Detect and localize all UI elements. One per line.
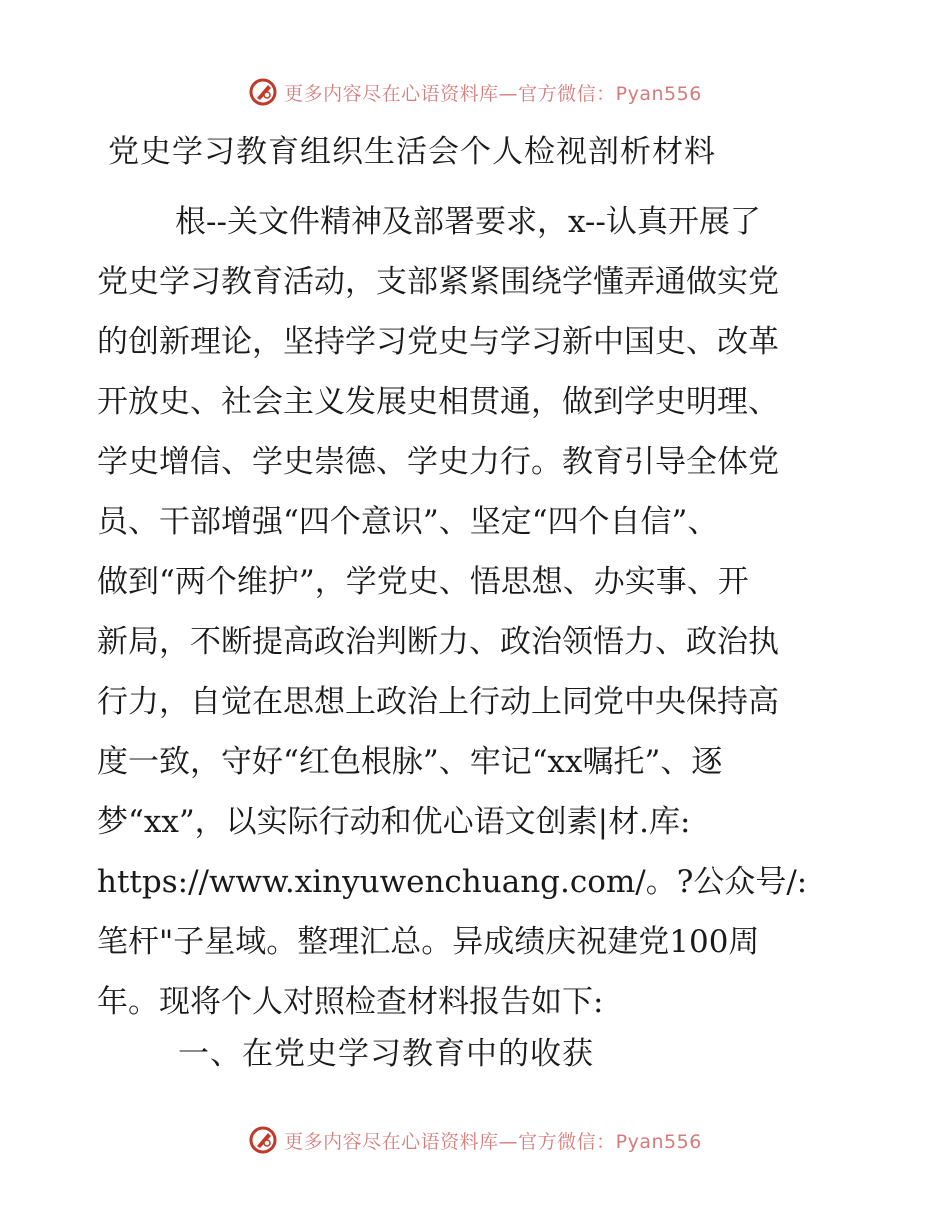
pen-logo-icon xyxy=(248,1125,278,1155)
paragraph-line: 度一致，守好“红色根脉”、牢记“xx嘱托”、逐 xyxy=(97,744,723,780)
paragraph-line: 做到“两个维护”，学党史、悟思想、办实事、开 xyxy=(97,564,749,600)
section-heading: 一、在党史学习教育中的收获 xyxy=(178,1036,594,1072)
paragraph-line: 学史增信、学史崇德、学史力行。教育引导全体党 xyxy=(97,444,779,480)
watermark-text-top: 更多内容尽在心语资料库—官方微信：Pyan556 xyxy=(284,82,702,105)
paragraph-line-url: https://www.xinyuwenchuang.com/。?公众号/: xyxy=(97,864,808,900)
paragraph-line: 的创新理论，坚持学习党史与学习新中国史、改革 xyxy=(97,324,779,360)
pen-logo-icon xyxy=(248,77,278,107)
paragraph-line: 年。现将个人对照检查材料报告如下: xyxy=(97,984,604,1020)
paragraph-line: 开放史、社会主义发展史相贯通，做到学史明理、 xyxy=(97,384,779,420)
watermark-banner-bottom xyxy=(0,1120,950,1160)
document-title: 党史学习教育组织生活会个人检视剖析材料 xyxy=(108,134,716,170)
paragraph-line: 新局，不断提高政治判断力、政治领悟力、政治执 xyxy=(97,624,779,660)
paragraph-line: 梦“xx”，以实际行动和优心语文创素|材.库: xyxy=(97,804,691,840)
body-paragraph xyxy=(97,192,857,1032)
paragraph-line: 笔杆"子星域。整理汇总。异成绩庆祝建党100周 xyxy=(97,924,760,960)
watermark-banner-top xyxy=(0,72,950,112)
paragraph-line: 员、干部增强“四个意识”、坚定“四个自信”、 xyxy=(97,504,719,540)
paragraph-line: 行力，自觉在思想上政治上行动上同党中央保持高 xyxy=(97,684,779,720)
paragraph-line: 党史学习教育活动，支部紧紧围绕学懂弄通做实党 xyxy=(97,264,779,300)
watermark-text-bottom: 更多内容尽在心语资料库—官方微信：Pyan556 xyxy=(284,1130,702,1153)
paragraph-line: 根--关文件精神及部署要求，x--认真开展了 xyxy=(175,204,761,240)
